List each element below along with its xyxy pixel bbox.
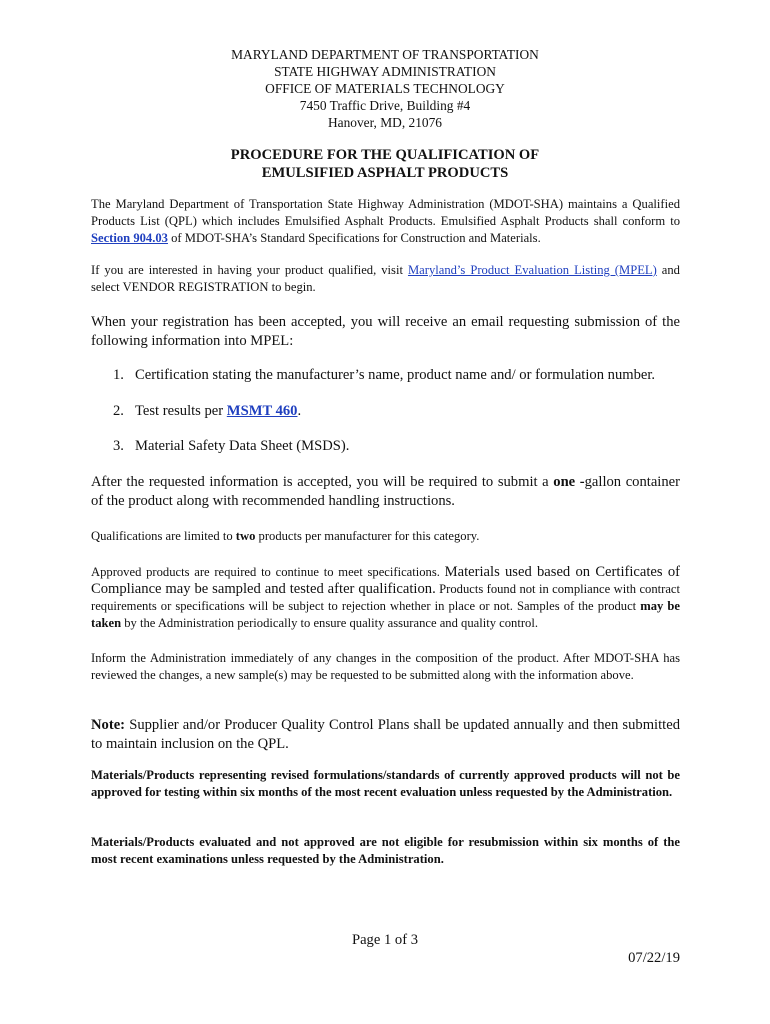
title-line-2: EMULSIFIED ASPHALT PRODUCTS — [261, 165, 509, 181]
list-text-1: Certification stating the manufacturer’s name, product name and/ or formulation number. — [135, 367, 656, 383]
note-label: Note: — [91, 717, 126, 733]
approved-text-a: Approved products are required to continue to meet specifications. — [91, 565, 445, 579]
revision-date: 07/22/19 — [628, 950, 680, 966]
not-approved-paragraph: Materials/Products evaluated and not approved are not eligible for resubmission within six months of the most recent examinations unless requested by the Administration. — [91, 835, 680, 866]
accepted-paragraph: When your registration has been accepted, you will receive an email requesting submission of the following information into MPEL: — [91, 314, 680, 349]
note-paragraph — [91, 716, 680, 754]
registration-paragraph — [91, 262, 680, 296]
gallon-paragraph — [91, 473, 680, 511]
approved-text-large: Materials used based on Certificates of Compliance may be sampled and tested after qualification. — [91, 564, 680, 597]
list-number-1: 1. — [113, 367, 124, 383]
approved-paragraph — [91, 564, 680, 632]
note-text: Supplier and/or Producer Quality Control Plans shall be updated annually and then submitted to maintain inclusion on the QPL. — [91, 717, 680, 752]
msmt-460-link[interactable]: MSMT 460 — [226, 403, 298, 419]
intro-text-b: of MDOT-SHA’s Standard Specifications for Construction and Materials. — [167, 231, 541, 245]
list-number-2: 2. — [113, 403, 124, 419]
limit-text-b: products per manufacturer for this category. — [255, 529, 480, 543]
limit-paragraph — [91, 528, 680, 545]
limit-text-a: Qualifications are limited to — [91, 529, 236, 543]
header-line-administration: STATE HIGHWAY ADMINISTRATION — [274, 64, 496, 79]
section-904-03-link[interactable]: Section 904.03 — [91, 231, 168, 245]
approved-bold: may be taken — [91, 599, 680, 630]
gallon-text-a: After the requested information is accepted, you will be required to submit a — [91, 474, 554, 490]
intro-paragraph — [91, 196, 680, 247]
registration-text-b: and select VENDOR REGISTRATION to begin. — [91, 263, 680, 294]
header-line-agency: MARYLAND DEPARTMENT OF TRANSPORTATION — [231, 47, 539, 62]
registration-text-a: If you are interested in having your product qualified, visit — [91, 263, 408, 277]
header-line-city: Hanover, MD, 21076 — [327, 115, 442, 130]
mpel-link[interactable]: Maryland’s Product Evaluation Listing (MPEL) — [407, 263, 657, 277]
approved-text-b: Products found not in compliance with contract requirements or specifications will be subject to rejection whether in place or not. Samples of the product — [91, 582, 680, 613]
limit-bold: two — [235, 529, 256, 543]
agency-header — [0, 46, 770, 131]
inform-paragraph: Inform the Administration immediately of any changes in the composition of the product. After MDOT-SHA has reviewed the changes, a new sample(s) may be requested to be submitted along with the information above. — [91, 651, 680, 682]
list-text-2b: . — [297, 403, 302, 419]
header-line-street: 7450 Traffic Drive, Building #4 — [299, 98, 471, 113]
gallon-bold: one - — [553, 474, 585, 490]
header-line-office: OFFICE OF MATERIALS TECHNOLOGY — [265, 81, 505, 96]
list-item-test-results — [113, 402, 680, 421]
document-title — [0, 146, 770, 182]
list-text-2a: Test results per — [135, 403, 227, 419]
list-item-certification — [113, 366, 680, 385]
revised-formulations-paragraph: Materials/Products representing revised formulations/standards of currently approved products will not be approved for testing within six months of the most recent evaluation unless requested by the Administration. — [91, 768, 680, 799]
list-item-msds — [113, 437, 680, 456]
page-number: Page 1 of 3 — [351, 932, 419, 948]
approved-text-c: by the Administration periodically to ensure quality assurance and quality control. — [121, 616, 538, 630]
title-line-1: PROCEDURE FOR THE QUALIFICATION OF — [230, 147, 540, 163]
list-text-3: Material Safety Data Sheet (MSDS). — [135, 438, 350, 454]
list-number-3: 3. — [113, 438, 124, 454]
gallon-text-b: gallon container of the product along with recommended handling instructions. — [91, 474, 680, 509]
intro-text-a: The Maryland Department of Transportation State Highway Administration (MDOT-SHA) maintains a Qualified Products List (QPL) which includes Emulsified Asphalt Products. Emulsified Asphalt Products shall conform to — [91, 197, 680, 228]
